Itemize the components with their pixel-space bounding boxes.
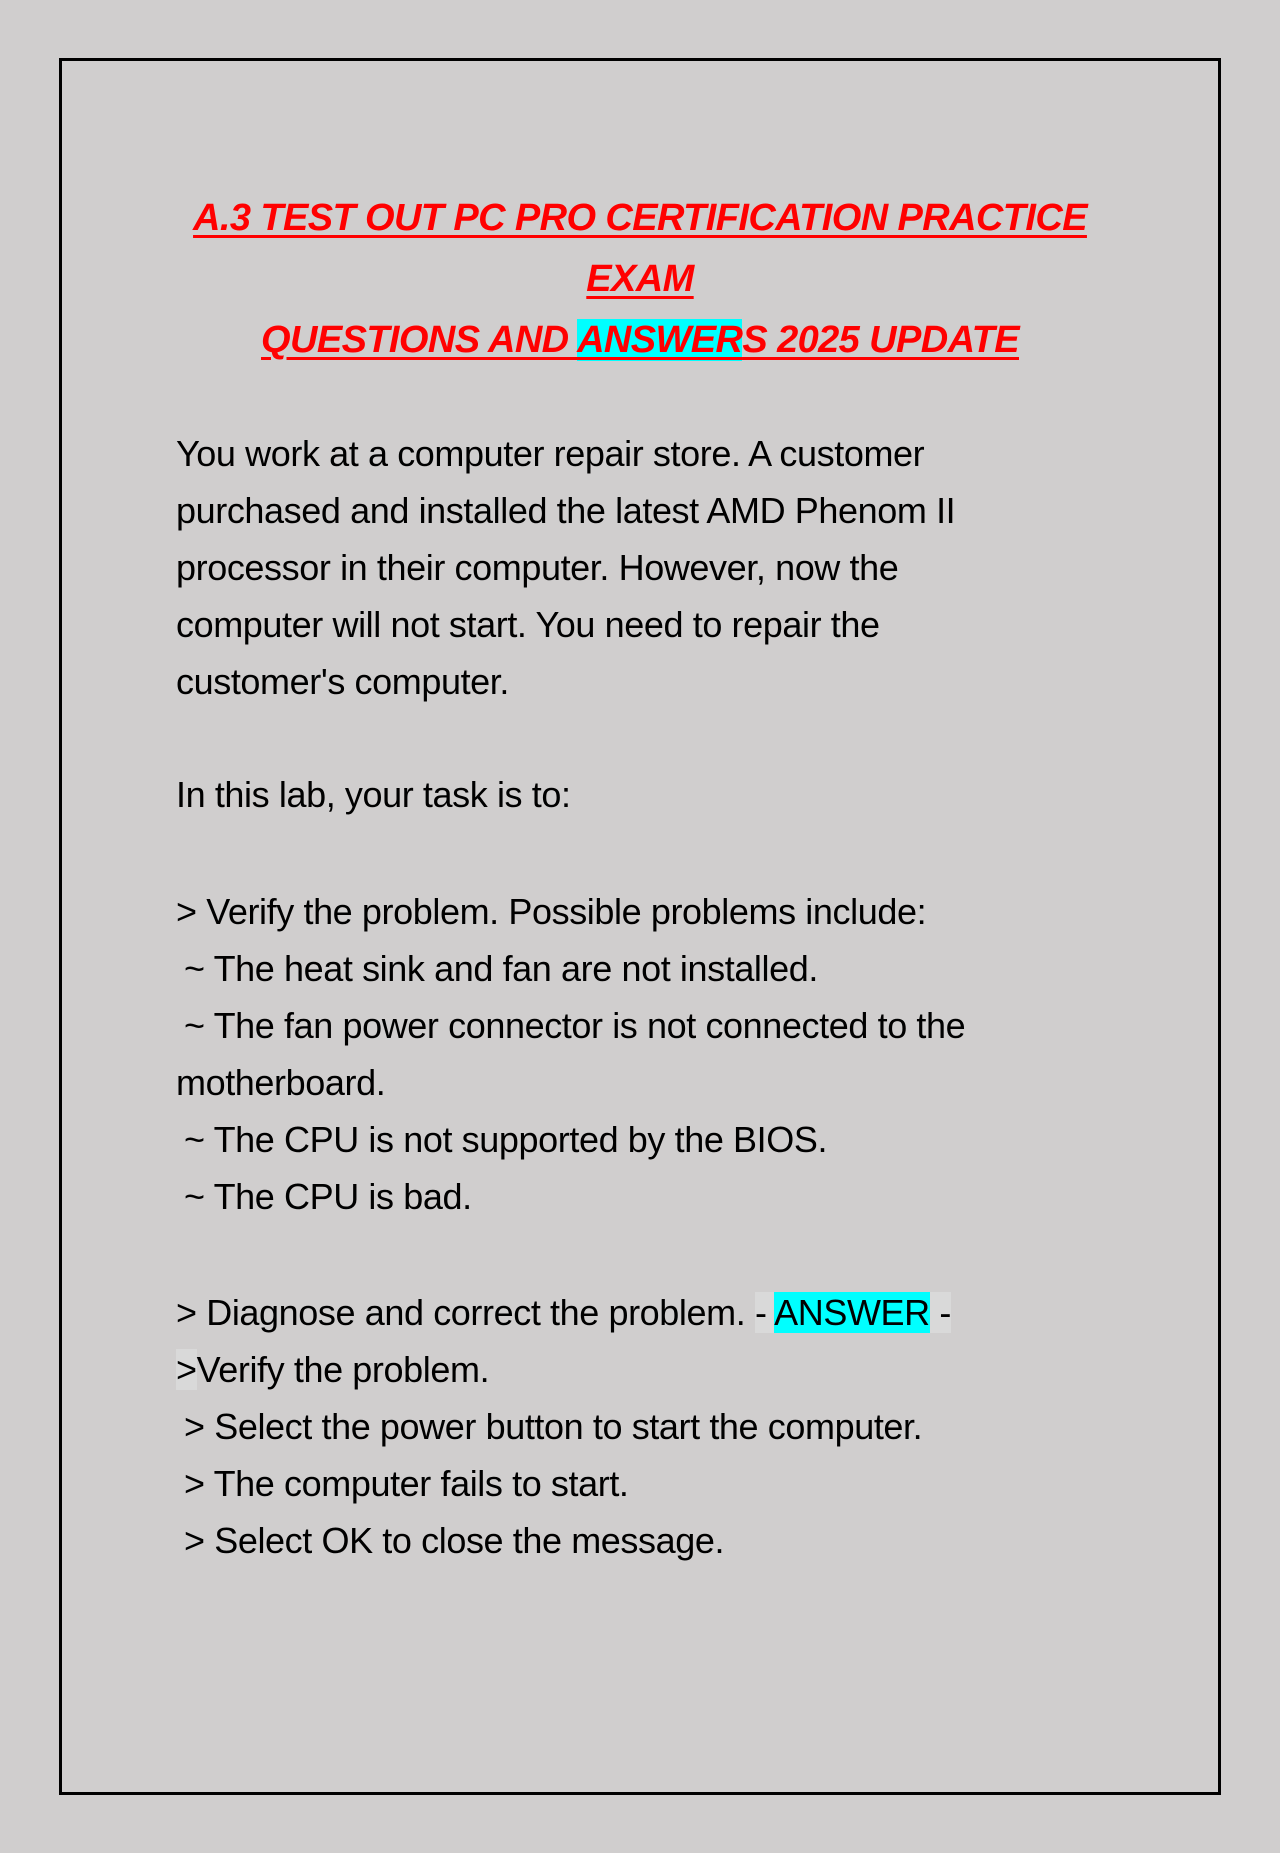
answer-dash: -: [754, 1292, 775, 1333]
problem-item-continuation: motherboard.: [176, 1062, 386, 1103]
step-text: Verify the problem.: [196, 1349, 490, 1390]
intro-line: You work at a computer repair store. A customer: [176, 433, 925, 474]
problem-item: ~ The fan power connector is not connected to the: [184, 1005, 966, 1046]
title-line-2: [0, 249, 1280, 310]
answer-label-highlight: ANSWER: [774, 1292, 930, 1333]
task-intro-text: In this lab, your task is to:: [176, 774, 571, 815]
answer-marker: [755, 1292, 951, 1333]
verify-heading: > Verify the problem. Possible problems include:: [176, 891, 927, 932]
problem-item: ~ The CPU is not supported by the BIOS.: [184, 1119, 828, 1160]
intro-paragraph: [176, 425, 1116, 710]
title-text-3a: QUESTIONS AND: [261, 319, 578, 361]
diagnose-section: [176, 1284, 1116, 1569]
diagnose-line: [176, 1284, 1116, 1341]
answer-first-step: [176, 1341, 1116, 1398]
answer-step: > Select the power button to start the computer.: [184, 1406, 923, 1447]
problem-item: ~ The CPU is bad.: [184, 1176, 472, 1217]
problem-item: ~ The heat sink and fan are not installed.: [184, 948, 818, 989]
title-text-3: [261, 319, 1019, 361]
intro-line: purchased and installed the latest AMD Phenom II: [176, 490, 956, 531]
task-intro: [176, 766, 1116, 823]
diagnose-text: > Diagnose and correct the problem.: [176, 1292, 755, 1333]
step-marker: >: [176, 1349, 197, 1390]
title-text-2: EXAM: [586, 258, 694, 300]
intro-line: computer will not start. You need to repair the: [176, 604, 880, 645]
answer-step: > Select OK to close the message.: [184, 1520, 725, 1561]
intro-line: customer's computer.: [176, 661, 509, 702]
verify-problem-list: [176, 883, 1116, 1225]
title-line-3: [0, 310, 1280, 371]
title-highlight-answers: ANSWER: [577, 319, 743, 361]
intro-line: processor in their computer. However, now the: [176, 547, 899, 588]
title-text-3b: S 2025 UPDATE: [742, 319, 1019, 361]
title-text-1: A.3 TEST OUT PC PRO CERTIFICATION PRACTICE: [193, 197, 1087, 239]
answer-step: > The computer fails to start.: [184, 1463, 629, 1504]
title-line-1: [0, 188, 1280, 249]
document-title: [0, 188, 1280, 371]
answer-dash: -: [929, 1292, 951, 1333]
